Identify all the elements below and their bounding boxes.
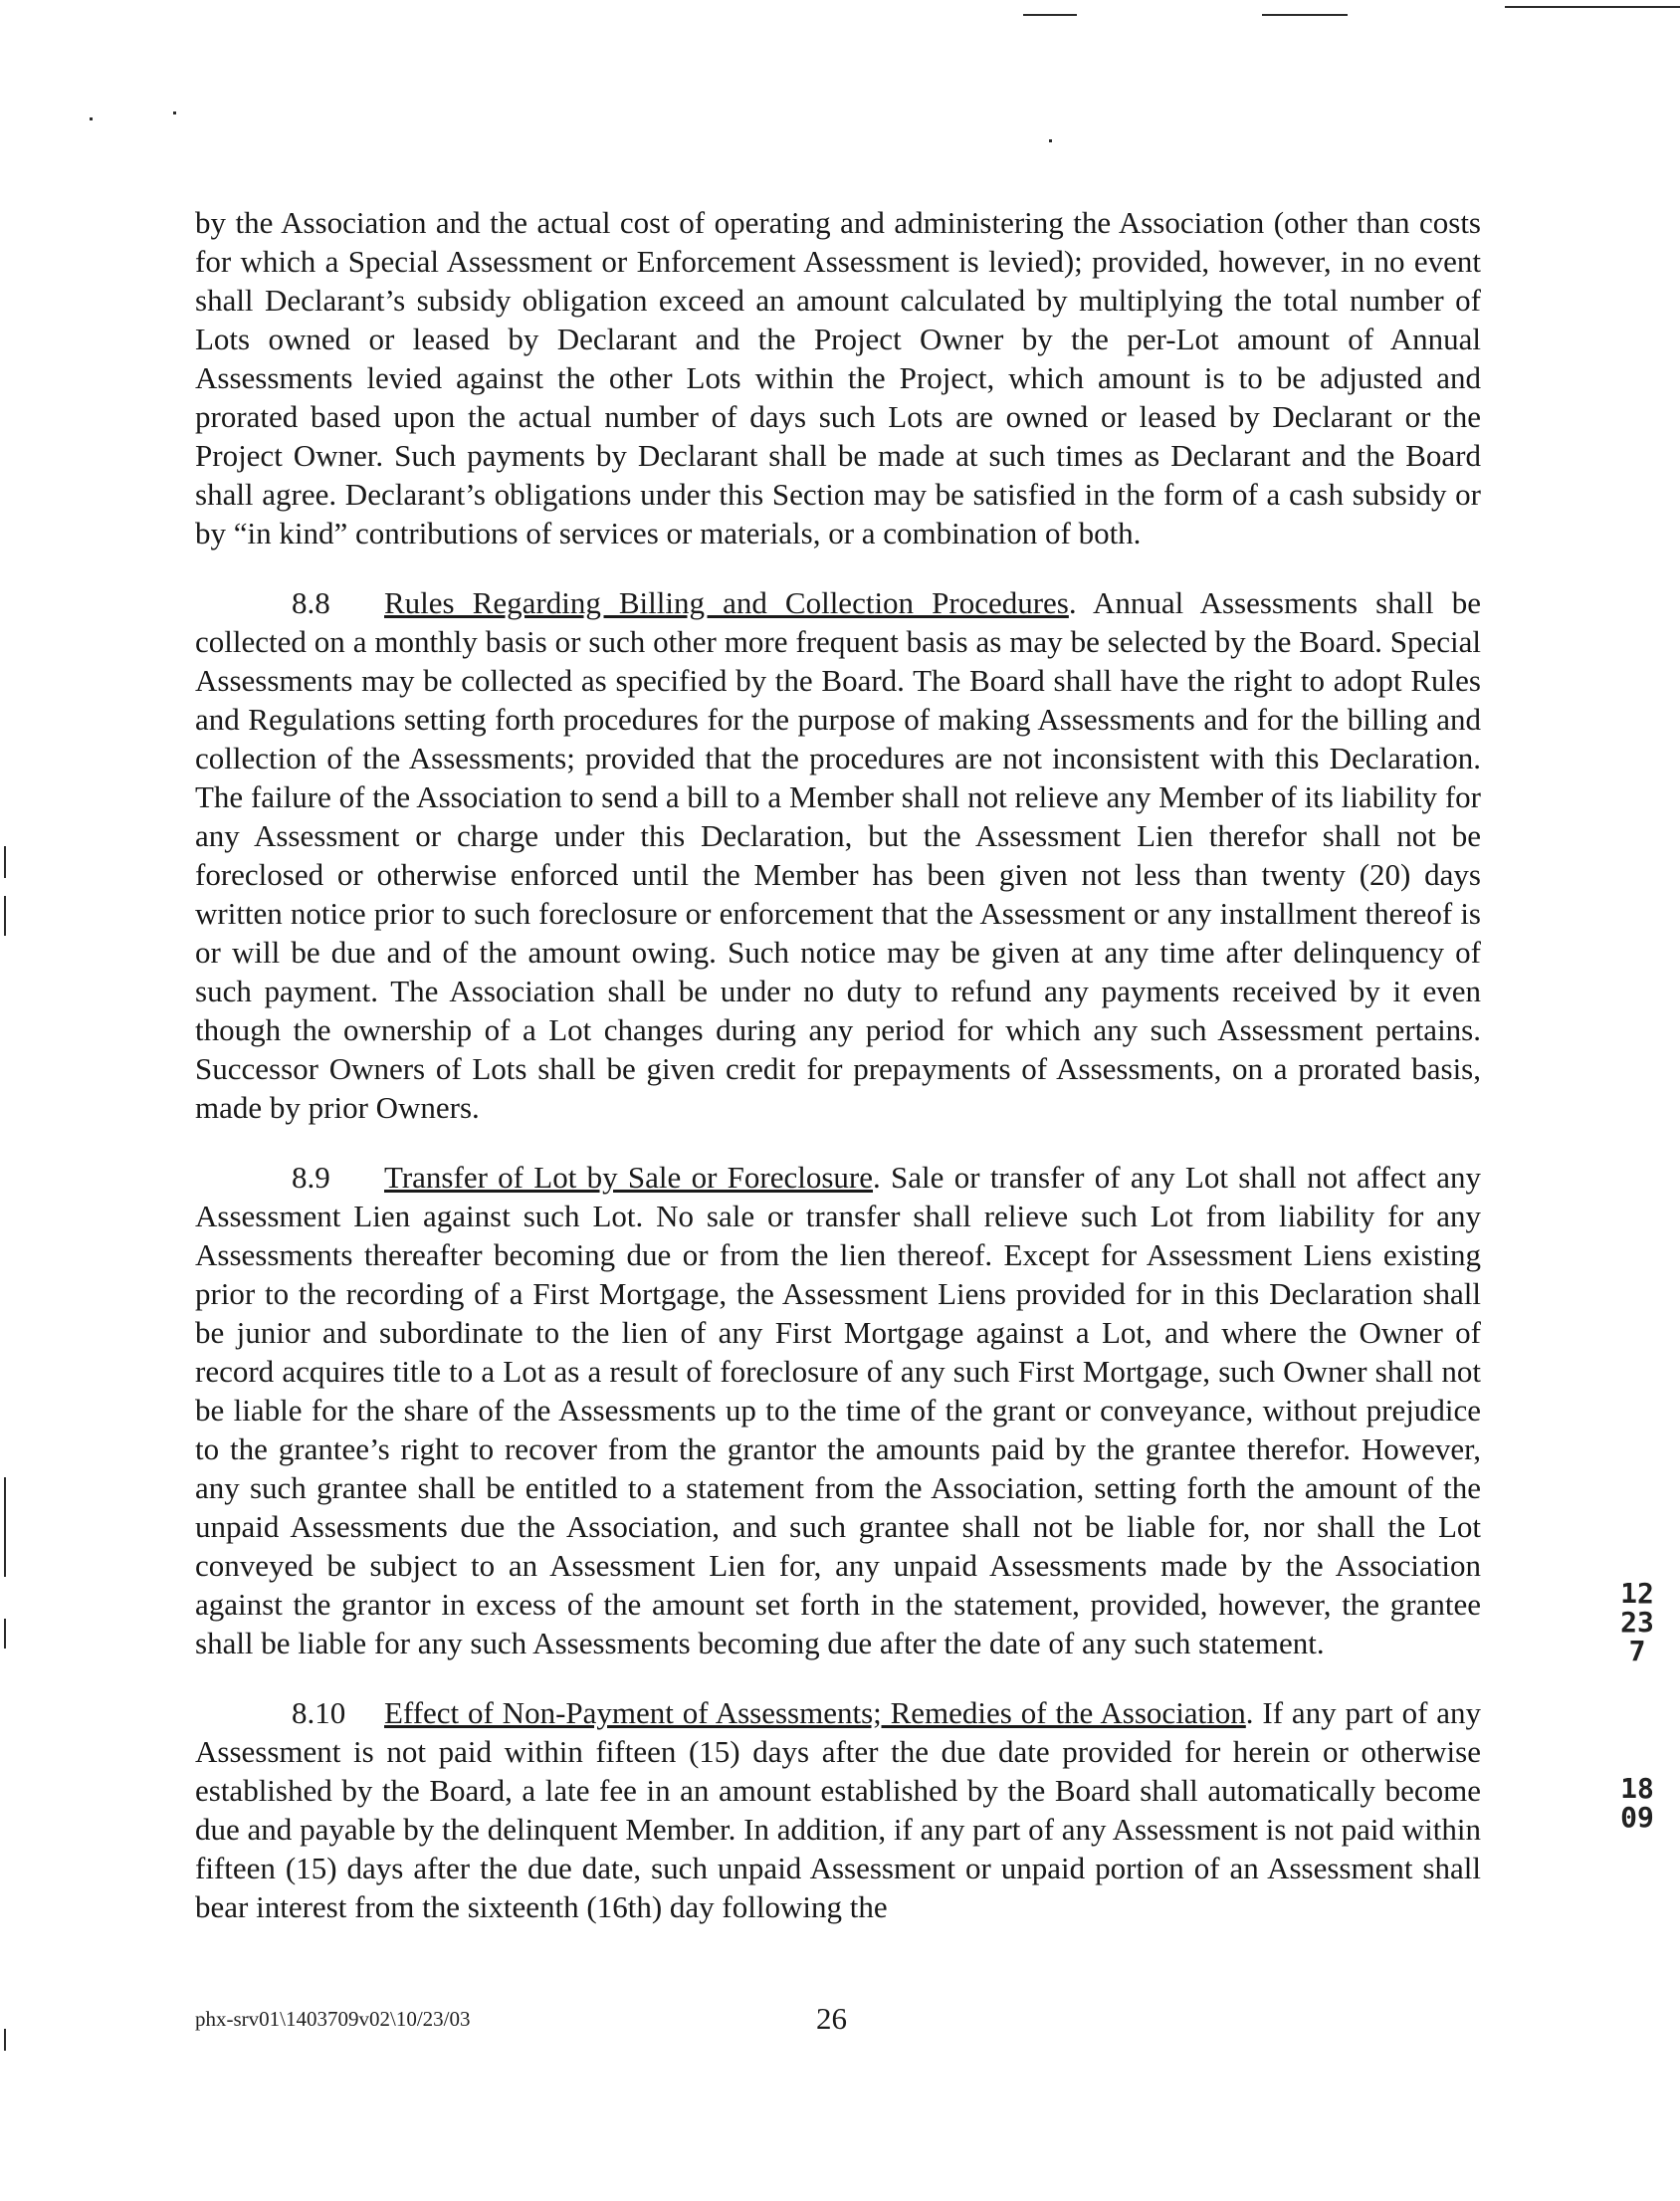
scan-artifact-line xyxy=(4,896,6,936)
scan-artifact-line xyxy=(4,846,6,878)
page-number: 26 xyxy=(816,2001,847,2036)
scan-artifact-line xyxy=(4,1619,6,1649)
section-text: . If any part of any Assessment is not paid within fifteen (15) days after the due date provided for herein or otherwise established by the Board, a late fee in an amount established by the Board shall automatically become due and payable by the delinquent Member. In addition, if any part of any Assessment is not paid within fifteen (15) days after the due date, such unpaid Assessment or unpaid portion of an Assessment shall bear interest from the sixteenth (16th) day following the xyxy=(195,1695,1482,1924)
scan-artifact-line xyxy=(4,1477,6,1577)
scan-artifact-dot xyxy=(1049,139,1052,142)
section-text: . Annual Assessments shall be collected on a monthly basis or such other more frequent basis as may be selected by the Board. Special Assessments may be collected as specified by the Board. The Board shall have the right to adopt Rules and Regulations setting forth procedures for the purpose of making Assessments and for the billing and collection of the Assessments; provided that the procedures are not inconsistent with this Declaration. The failure of the Association to send a bill to a Member shall not relieve any Member of its liability for any Assessment or charge under this Declaration, but the Assessment Lien therefor shall not be foreclosed or otherwise enforced until the Member has been given not less than twenty (20) days written notice prior to such foreclosure or enforcement that the Assessment or any installment thereof is or will be due and of the amount owing. Such notice may be given at any time after delinquency of such payment. The Association shall be under no duty to refund any payments received by it even though the ownership of a Lot changes during any period for which any such Assessment pertains. Successor Owners of Lots shall be given credit for prepayments of Assessments, on a prorated basis, made by prior Owners. xyxy=(195,585,1481,1125)
document-body xyxy=(195,203,1481,1957)
paragraph-text: by the Association and the actual cost of operating and administering the Association (other than costs for which a Special Assessment or Enforcement Assessment is levied); provided, however, in no event shall Declarant’s subsidy obligation exceed an amount calculated by multiplying the total number of Lots owned or leased by Declarant and the Project Owner by the per-Lot amount of Annual Assessments levied against the other Lots within the Project, which amount is to be adjusted and prorated based upon the actual number of days such Lots are owned or leased by Declarant or the Project Owner. Such payments by Declarant shall be made at such times as Declarant and the Board shall agree. Declarant’s obligations under this Section may be satisfied in the form of a cash subsidy or by “in kind” contributions of services or materials, or a combination of both. xyxy=(195,205,1481,550)
section-8-9 xyxy=(195,1158,1481,1662)
scan-artifact-dot xyxy=(173,111,176,114)
scan-artifact-dot xyxy=(90,117,93,120)
section-heading: Effect of Non-Payment of Assessments; Remedies of the Association xyxy=(384,1695,1246,1730)
scan-artifact-line xyxy=(4,2029,6,2051)
section-number: 8.8 xyxy=(292,585,330,620)
section-heading: Transfer of Lot by Sale or Foreclosure xyxy=(384,1160,874,1195)
continuation-paragraph xyxy=(195,203,1481,552)
footer-document-id: phx-srv01\1403709v02\10/23/03 xyxy=(195,2007,471,2031)
section-8-8 xyxy=(195,583,1481,1127)
section-8-10 xyxy=(195,1693,1481,1926)
scan-artifact-line xyxy=(1023,14,1077,16)
section-number: 8.9 xyxy=(292,1160,330,1195)
scan-artifact-line xyxy=(1505,6,1680,8)
margin-stamp-lower: 1809 xyxy=(1620,1772,1654,1834)
section-number: 8.10 xyxy=(292,1695,346,1730)
section-text: . Sale or transfer of any Lot shall not affect any Assessment Lien against such Lot. No sale or transfer shall relieve such Lot from liability for any Assessments thereafter becoming due or from the lien thereof. Except for Assessment Liens existing prior to the recording of a First Mortgage, the Assessment Liens provided for in this Declaration shall be junior and subordinate to the lien of any First Mortgage against a Lot, and where the Owner of record acquires title to a Lot as a result of foreclosure of any such First Mortgage, such Owner shall not be liable for the share of the Assessments up to the time of the grant or conveyance, without prejudice to the grantee’s right to recover from the grantor the amounts paid by the grantee therefor. However, any such grantee shall be entitled to a statement from the Association, setting forth the amount of the unpaid Assessments due the Association, and such grantee shall not be liable for, nor shall the Lot conveyed be subject to an Assessment Lien for, any unpaid Assessments made by the Association against the grantor in excess of the amount set forth in the statement, provided, however, the grantee shall be liable for any such Assessments becoming due after the date of any such statement. xyxy=(195,1160,1481,1660)
section-heading: Rules Regarding Billing and Collection Procedures xyxy=(384,585,1069,620)
margin-stamp-upper: 12237 xyxy=(1620,1577,1654,1667)
scan-artifact-line xyxy=(1262,14,1348,16)
